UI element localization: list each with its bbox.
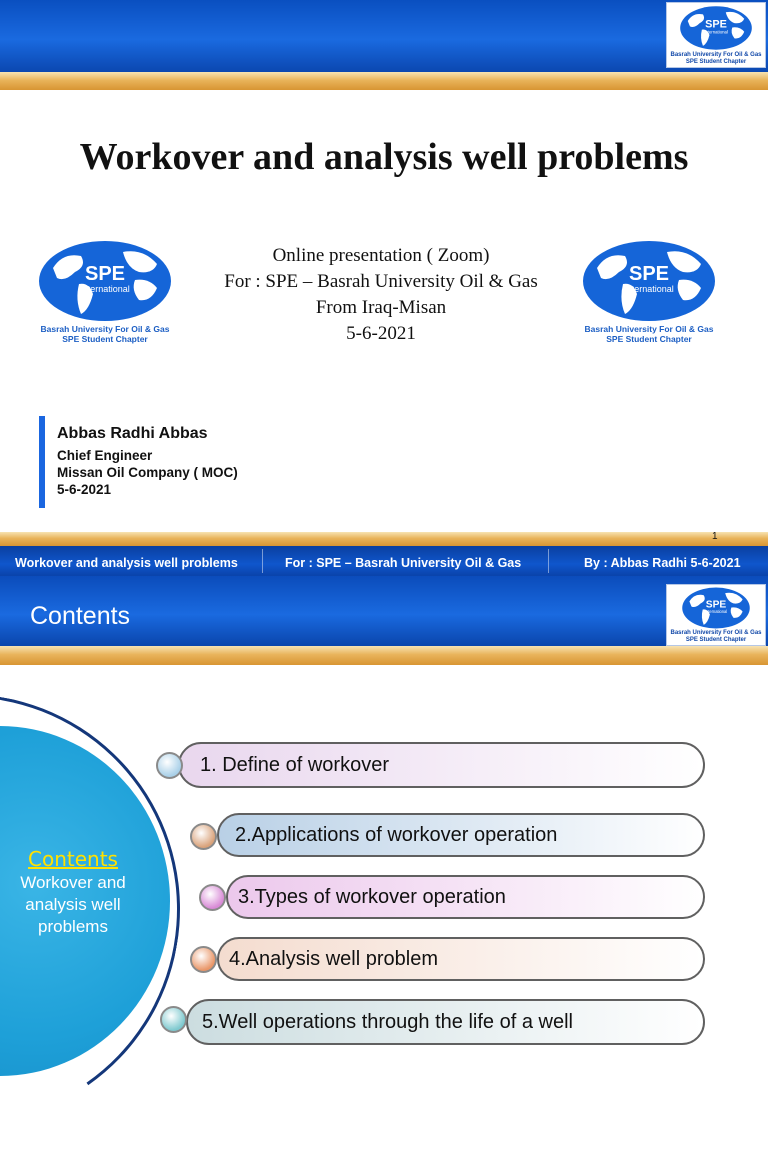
spe-globe-icon (678, 4, 754, 52)
footer-divider (262, 549, 263, 573)
footer-bar (0, 546, 768, 576)
logo-caption-2: SPE Student Chapter (62, 334, 148, 344)
contents-item-label: 3.Types of workover operation (238, 885, 506, 908)
contents-item[interactable] (217, 813, 705, 857)
logo-caption-1: Basrah University For Oil & Gas (40, 324, 170, 334)
bullet-icon (156, 752, 183, 779)
contents-side-title (0, 848, 146, 938)
spe-logo-corner (666, 2, 766, 68)
info-line: Online presentation ( Zoom) (272, 245, 490, 266)
spe-sub: International (80, 284, 130, 294)
contents-item-label: 2.Applications of workover operation (235, 823, 558, 846)
footer-middle: For : SPE – Basrah University Oil & Gas (285, 556, 522, 570)
info-line: For : SPE – Basrah University Oil & Gas (224, 271, 538, 292)
logo-caption-2: SPE Student Chapter (685, 637, 747, 643)
logo-caption-1: Basrah University For Oil & Gas (670, 630, 762, 636)
spe-logo-corner (666, 584, 766, 646)
contents-keyword: Contents (28, 847, 118, 871)
spe-logo-right (574, 238, 724, 342)
page-number: 1 (712, 531, 718, 542)
info-line: From Iraq-Misan (315, 297, 447, 318)
spe-sub: International (704, 29, 728, 35)
side-line: Workover and (20, 873, 126, 892)
spe-globe-icon (579, 238, 719, 324)
contents-item-label: 5.Well operations through the life of a well (202, 1011, 573, 1033)
contents-item[interactable] (226, 875, 705, 919)
bullet-icon (190, 946, 217, 973)
author-company: Missan Oil Company ( MOC) (57, 465, 238, 480)
spe-mark: SPE (84, 263, 126, 285)
footer-divider (548, 549, 549, 573)
spe-globe-icon (678, 586, 754, 630)
gold-stripe (0, 646, 768, 665)
side-line: analysis well (25, 895, 121, 914)
gold-stripe (0, 72, 768, 90)
contents-item[interactable] (217, 937, 705, 981)
logo-caption-1: Basrah University For Oil & Gas (584, 324, 714, 334)
author-accent-bar (39, 416, 45, 508)
bullet-icon (199, 884, 226, 911)
contents-item[interactable] (178, 742, 705, 788)
footer-left: Workover and analysis well problems (15, 556, 238, 570)
bullet-icon (160, 1006, 187, 1033)
author-role: Chief Engineer (57, 448, 153, 463)
logo-caption-1: Basrah University For Oil & Gas (670, 52, 762, 58)
author-date: 5-6-2021 (57, 482, 112, 497)
spe-mark: SPE (705, 18, 727, 31)
slide-title: Workover and analysis well problems (79, 136, 689, 178)
contents-item[interactable] (186, 999, 705, 1045)
slide-heading: Contents (30, 602, 131, 630)
contents-item-label: 4.Analysis well problem (229, 947, 438, 970)
spe-sub: International (624, 284, 674, 294)
side-line: problems (38, 917, 108, 936)
contents-item-label: 1. Define of workover (200, 753, 389, 776)
author-name: Abbas Radhi Abbas (57, 425, 208, 442)
gold-stripe-bottom (0, 532, 768, 546)
spe-mark: SPE (628, 263, 670, 285)
info-line: 5-6-2021 (346, 323, 416, 344)
contents-slide (0, 576, 768, 1033)
author-block (57, 425, 238, 498)
spe-mark: SPE (705, 599, 727, 611)
presentation-info (190, 243, 572, 347)
spe-globe-icon (35, 238, 175, 324)
header-band (0, 0, 768, 72)
bullet-icon (190, 823, 217, 850)
footer-right: By : Abbas Radhi 5-6-2021 (584, 556, 741, 570)
title-slide (0, 0, 768, 542)
logo-caption-2: SPE Student Chapter (606, 334, 692, 344)
spe-sub: International (704, 609, 728, 615)
logo-caption-2: SPE Student Chapter (685, 59, 747, 65)
spe-logo-left (30, 238, 180, 342)
